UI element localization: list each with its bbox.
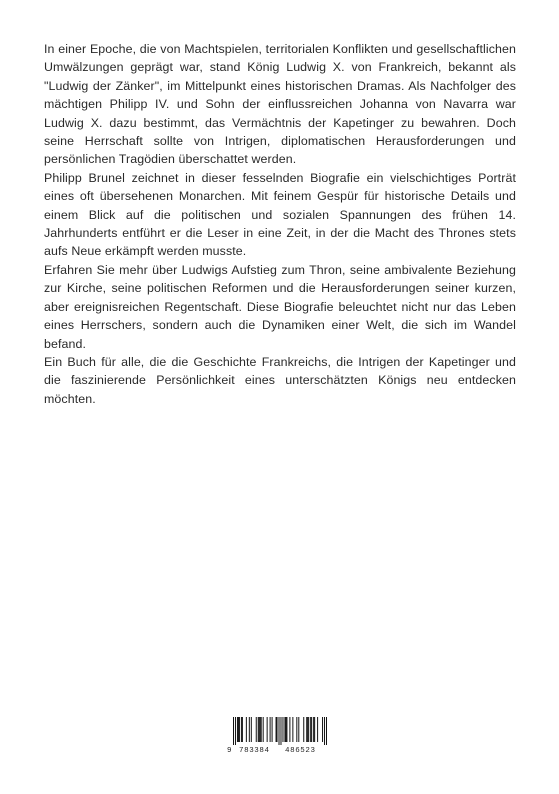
barcode-bar	[298, 717, 299, 742]
barcode-bar	[306, 717, 307, 742]
barcode-bars	[233, 717, 327, 745]
barcode-bar	[260, 717, 261, 742]
barcode-bar	[267, 717, 268, 742]
isbn-number	[227, 746, 331, 756]
barcode-bar	[314, 717, 315, 742]
barcode-bar	[280, 717, 281, 745]
barcode-bar	[317, 717, 318, 742]
barcode-bar	[296, 717, 297, 742]
barcode-bar	[279, 717, 280, 745]
isbn-lead-digit: 9	[227, 747, 232, 755]
barcode-bar	[242, 717, 243, 742]
barcode-bar	[249, 717, 250, 742]
barcode-bar	[270, 717, 271, 742]
barcode-bar	[322, 717, 323, 742]
barcode-bar	[233, 717, 234, 745]
blurb-paragraph-3: Erfahren Sie mehr über Ludwigs Aufstieg zum Thron, seine ambivalente Beziehung zur Kirche, seine politischen Reformen und die Herausforderungen seiner kurzen, aber ereignisreichen Regentschaft. Diese Biografie beleuchtet nicht nur das Leben eines Herrschers, sondern auch die Dynamiken einer Welt, die sich im Wandel befand.	[44, 262, 516, 351]
blurb-paragraph-1: In einer Epoche, die von Machtspielen, territorialen Konflikten und gesellschaftlichen Umwälzungen geprägt war, stand König Ludwig X. von Frankreich, bekannt als "Ludwig der Zänker", im Mittelpunkt eines historischen Dramas. Als Nachfolger des mächtigen Philipp IV. und Sohn der einflussreichen Johanna von Navarra war Ludwig X. dazu bestimmt, das Vermächtnis der Kapetinger zu bewahren. Doch seine Herrschaft sollte von Intrigen, diplomatischen Herausforderungen und persönlichen Tragödien überschattet werden.	[44, 42, 516, 167]
barcode-bar	[285, 717, 286, 742]
barcode-bar	[313, 717, 314, 742]
barcode-bar	[324, 717, 325, 745]
barcode-bar	[308, 717, 309, 742]
barcode-bar	[310, 717, 311, 742]
blurb-paragraph-4: Ein Buch für alle, die die Geschichte Frankreichs, die Intrigen der Kapetinger und die faszinierende Persönlichkeit eines unterschätzten Königs neu entdecken möchten.	[44, 354, 516, 406]
barcode-bar	[263, 717, 264, 742]
barcode-bar	[303, 717, 304, 742]
barcode-bar	[311, 717, 312, 742]
blurb-paragraph-2: Philipp Brunel zeichnet in dieser fesselnden Biografie ein vielschichtiges Porträt eines oft übersehenen Monarchen. Mit feinem Gespür für historische Details und einem Blick auf die politischen und sozialen Spannungen des frühen 14. Jahrhunderts entführt er die Leser in eine Zeit, in der die Macht des Thrones stets aufs Neue erkämpft werden musste.	[44, 170, 516, 259]
isbn-barcode	[227, 715, 331, 757]
barcode-bar	[286, 717, 287, 742]
barcode-bar	[282, 717, 283, 742]
barcode-bar	[261, 717, 262, 742]
barcode-bar	[235, 717, 236, 745]
barcode-bar	[277, 717, 278, 742]
barcode-bar	[272, 717, 273, 742]
barcode-bar	[238, 717, 239, 742]
isbn-right-group: 486523	[285, 747, 316, 755]
barcode-bar	[239, 717, 240, 742]
barcode-bar	[246, 717, 247, 742]
barcode-bar	[251, 717, 252, 742]
barcode-bar	[284, 717, 285, 742]
blurb-text	[44, 40, 516, 408]
barcode-bar	[256, 717, 257, 742]
barcode-bar	[307, 717, 308, 742]
barcode-bar	[241, 717, 242, 742]
barcode-bar	[259, 717, 260, 742]
barcode-bar	[237, 717, 238, 742]
barcode-bar	[289, 717, 290, 742]
barcode-bar	[326, 717, 327, 745]
isbn-left-group: 783384	[239, 747, 270, 755]
barcode-bar	[292, 717, 293, 742]
barcode-bar	[276, 717, 277, 742]
barcode-bar	[258, 717, 259, 742]
